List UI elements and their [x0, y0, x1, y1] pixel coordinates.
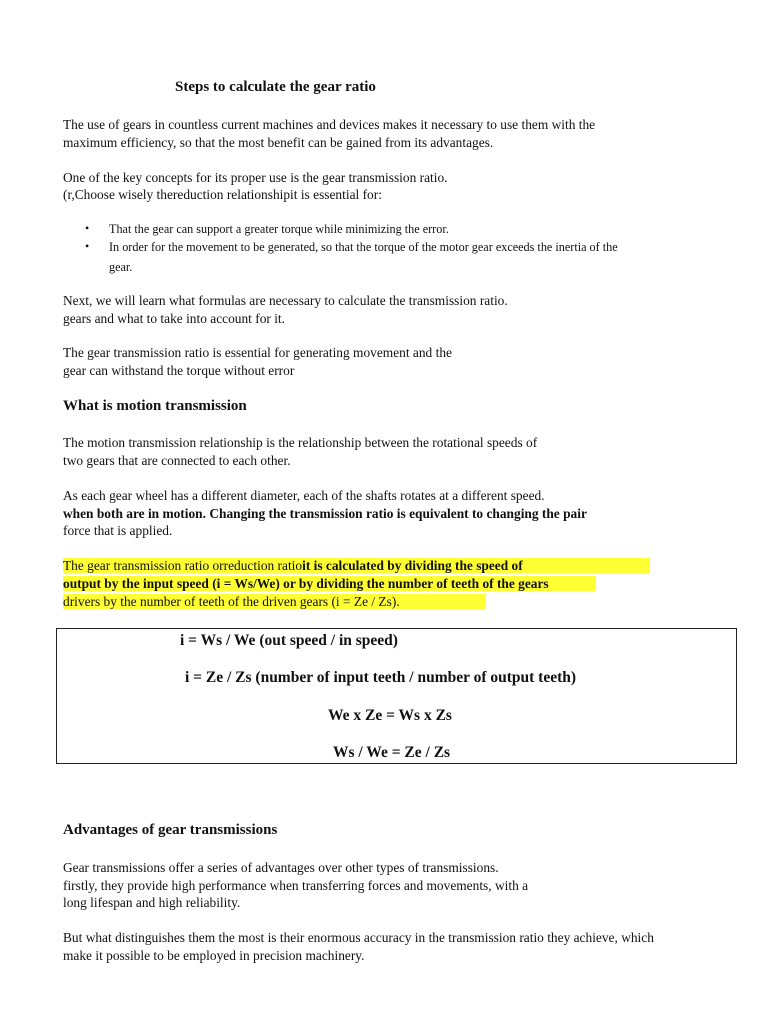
next-line-2: gears and what to take into account for it. — [63, 311, 285, 326]
highlight-line-1-normal: The gear transmission ratio orreduction ratio — [63, 558, 303, 573]
formula-box — [56, 628, 737, 764]
intro-line-2: maximum efficiency, so that the most benefit can be gained from its advantages. — [63, 135, 494, 150]
highlight-line-3 — [63, 593, 486, 611]
motion-line-1: The motion transmission relationship is the relationship between the rotational speeds of — [63, 435, 538, 450]
bullet-item-2-line-1: In order for the movement to be generated, so that the torque of the motor gear exceeds the inertia of the — [109, 240, 618, 254]
advantages-heading: Advantages of gear transmissions — [63, 822, 278, 838]
advantages-line-1: Gear transmissions offer a series of advantages over other types of transmissions. — [63, 860, 499, 875]
highlight-line-1-bold: it is calculated by dividing the speed of — [302, 558, 523, 573]
highlight-line-1 — [63, 557, 650, 575]
highlight-line-2-text: output by the input speed (i = Ws/We) or by dividing the number of teeth of the gears — [63, 576, 549, 591]
essential-line-2: gear can withstand the torque without error — [63, 363, 295, 378]
formula-equality: Ws / We = Ze / Zs — [333, 744, 451, 761]
distinguish-line-2: make it possible to be employed in precision machinery. — [63, 948, 365, 963]
highlight-line-2 — [63, 575, 596, 593]
page-title: Steps to calculate the gear ratio — [175, 79, 376, 95]
next-line-1: Next, we will learn what formulas are necessary to calculate the transmission ratio. — [63, 293, 508, 308]
diameter-line-2: when both are in motion. Changing the transmission ratio is equivalent to changing the pair — [63, 506, 587, 521]
bullet-marker: • — [85, 239, 90, 253]
motion-line-2: two gears that are connected to each other. — [63, 453, 291, 468]
intro-line-1: The use of gears in countless current machines and devices makes it necessary to use them with the — [63, 117, 596, 132]
diameter-line-1: As each gear wheel has a different diameter, each of the shafts rotates at a different speed. — [63, 488, 545, 503]
highlight-line-3-text: drivers by the number of teeth of the driven gears (i = Ze / Zs). — [63, 594, 400, 609]
advantages-line-3: long lifespan and high reliability. — [63, 895, 241, 910]
formula-ratio-teeth: i = Ze / Zs (number of input teeth / number of output teeth) — [185, 669, 577, 686]
advantages-line-2: firstly, they provide high performance when transferring forces and movements, with a — [63, 878, 529, 893]
diameter-line-3: force that is applied. — [63, 523, 173, 538]
key-concepts-line-2: (r,Choose wisely thereduction relationshipit is essential for: — [63, 187, 382, 202]
essential-line-1: The gear transmission ratio is essential for generating movement and the — [63, 345, 452, 360]
motion-heading: What is motion transmission — [63, 398, 247, 414]
bullet-item-1: That the gear can support a greater torque while minimizing the error. — [109, 222, 449, 236]
key-concepts-line-1: One of the key concepts for its proper use is the gear transmission ratio. — [63, 170, 448, 185]
formula-ratio-speed: i = Ws / We (out speed / in speed) — [180, 632, 398, 649]
formula-product: We x Ze = Ws x Zs — [328, 707, 452, 724]
bullet-marker: • — [85, 221, 90, 235]
distinguish-line-1: But what distinguishes them the most is their enormous accuracy in the transmission ratio they achieve, which — [63, 930, 654, 945]
bullet-item-2-line-2: gear. — [109, 260, 133, 274]
